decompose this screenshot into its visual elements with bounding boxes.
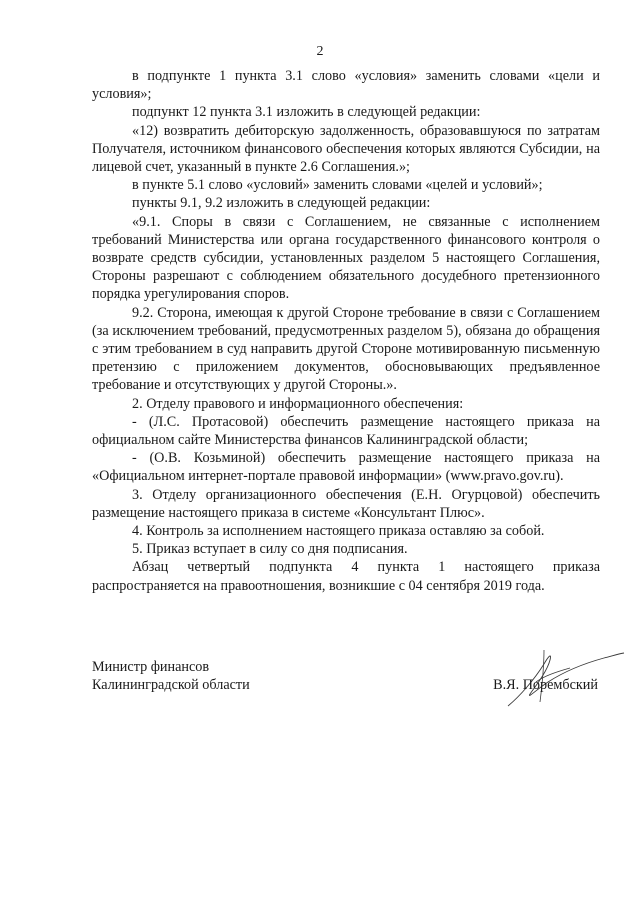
paragraph: 5. Приказ вступает в силу со дня подписания. (132, 541, 408, 558)
paragraph: 3. Отделу организационного обеспечения (Е.Н. Огурцовой) обеспечить размещение настоящего приказа в системе «Консультант Плюс». (92, 486, 600, 521)
page-number: 2 (316, 44, 324, 59)
paragraph: - (Л.С. Протасовой) обеспечить размещение настоящего приказа на официальном сайте Министерства финансов Калининградской области; (92, 413, 600, 449)
signature-block (92, 658, 600, 694)
paragraph: 2. Отделу правового и информационного обеспечения: (132, 395, 464, 412)
paragraph: 4. Контроль за исполнением настоящего приказа оставляю за собой. (132, 523, 545, 540)
paragraph: 9.2. Сторона, имеющая к другой Стороне требование в связи с Соглашением (за исключением требований, предусмотренных разделом 5), обязана до обращения с этим требованием в суд направить другой Стороне мотивированную письменную претензию с приложением документов, обосновывающих предъявленное требование и отсутствующих у другой Стороны.». (92, 304, 600, 394)
signatory-name: В.Я. Порембский (493, 677, 598, 693)
paragraph: в пункте 5.1 слово «условий» заменить словами «целей и условий»; (132, 177, 543, 194)
paragraph: в подпункте 1 пункта 3.1 слово «условия» заменить словами «цели и условия»; (92, 68, 600, 103)
paragraph: - (О.В. Козьминой) обеспечить размещение настоящего приказа на «Официальном интернет-портале правовой информации» (www.pravo.gov.ru). (92, 450, 600, 485)
signatory-title: Министр финансов (92, 659, 210, 675)
document-body (92, 67, 600, 595)
paragraph: «9.1. Споры в связи с Соглашением, не связанные с исполнением требований Министерства или органа государственного финансового контроля о возврате средств субсидии, установленных разделом 5 настоящего Соглашения, Стороны разрешают с соблюдением обязательного досудебного претензионного порядка урегулирования споров. (92, 213, 600, 303)
paragraph: «12) возвратить дебиторскую задолженность, образовавшуюся по затратам Получателя, источником финансового обеспечения которых являются Субсидии, на лицевой счет, указанный в пункте 2.6 Соглашения.»; (92, 122, 600, 176)
paragraph: Абзац четвертый подпункта 4 пункта 1 настоящего приказа распространяется на правоотношения, возникшие с 04 сентября 2019 года. (92, 559, 600, 594)
signatory-region: Калининградской области (92, 677, 250, 694)
paragraph: пункты 9.1, 9.2 изложить в следующей редакции: (132, 195, 431, 212)
paragraph: подпункт 12 пункта 3.1 изложить в следующей редакции: (132, 104, 481, 121)
